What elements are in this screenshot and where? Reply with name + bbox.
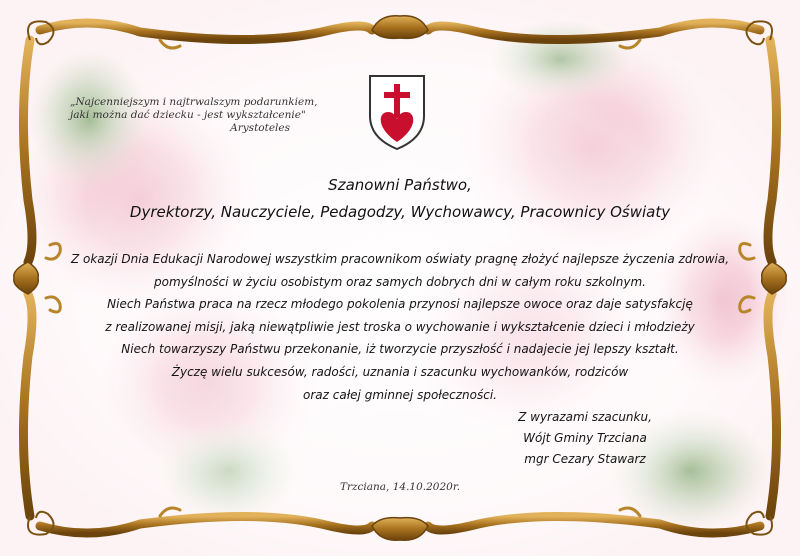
wishes-line: Niech Państwa praca na rzecz młodego pokolenia przynosi najlepsze owoce oraz daje satysfakcję [107,297,693,312]
wishes-line: pomyślności w życiu osobistym oraz samych dobrych dni w całym roku szkolnym. [154,274,646,289]
quote-line: jaki można dać dziecku - jest wykształcenie" [70,109,306,121]
aristotle-quote [70,96,318,135]
place-and-date: Trzciana, 14.10.2020r. [339,481,461,493]
greeting-recipients: Dyrektorzy, Nauczyciele, Pedagodzy, Wychowawcy, Pracownicy Oświaty [129,203,671,221]
wishes-line: Niech towarzyszy Państwu przekonanie, iż tworzycie przyszłość i nadajecie jej lepszy kształt. [121,342,679,357]
signature-block [490,407,680,470]
cross-and-heart-coat-of-arms-icon [366,72,428,152]
wishes-line: Z okazji Dnia Edukacji Narodowej wszystkim pracownikom oświaty pragnę złożyć najlepsze życzenia zdrowia, [70,252,730,266]
quote-line: „Najcenniejszym i najtrwalszym podarunkiem, [70,96,318,108]
signature-line: Z wyrazami szacunku, [518,410,652,424]
wishes-line: oraz całej gminnej społeczności. [303,387,497,402]
quote-author: Arystoteles [230,122,290,134]
signature-line: Wójt Gminy Trzciana [523,431,647,445]
wishes-line: Życzę wielu sukcesów, radości, uznania i szacunku wychowanków, rodziców [171,364,629,379]
wishes-text [50,248,750,406]
signature-line: mgr Cezary Stawarz [524,452,646,466]
greeting-salutation: Szanowni Państwo, [328,176,472,194]
wishes-line: z realizowanej misji, jaką niewątpliwie jest troska o wychowanie i wykształcenie dzieci i młodzieży [105,319,695,334]
